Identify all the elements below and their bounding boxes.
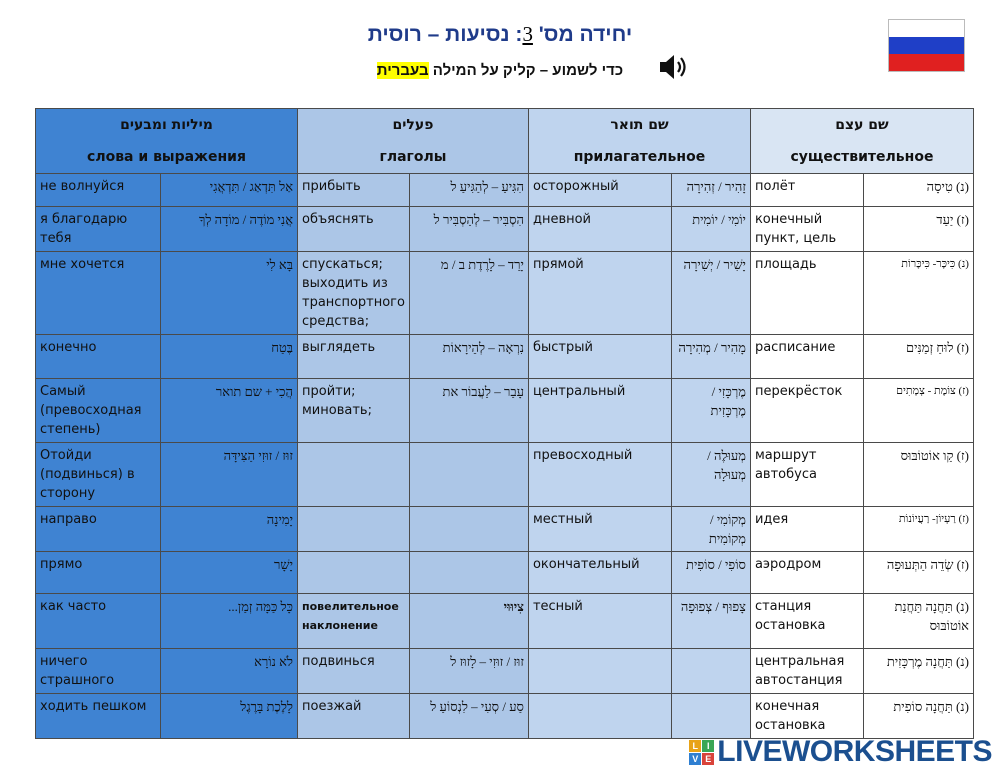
vocabulary-table <box>35 108 974 739</box>
liveworksheets-logo <box>689 735 992 769</box>
table-row <box>36 207 974 252</box>
verb-ru-cell: подвинься <box>298 649 410 694</box>
unit-number: 3 <box>522 22 533 46</box>
table-row <box>36 649 974 694</box>
noun-ru-cell: перекрёсток <box>750 379 863 443</box>
verb-ru-cell: прибыть <box>298 174 410 207</box>
noun-ru-cell: станция остановка <box>750 594 863 649</box>
adjective-he-cell <box>671 649 750 694</box>
adjective-ru-cell: осторожный <box>528 174 671 207</box>
noun-ru-cell: площадь <box>750 252 863 335</box>
speaker-icon[interactable] <box>655 52 695 82</box>
header-verbs-he: פעלים <box>392 117 434 133</box>
phrase-he-cell[interactable]: יָמִינָה <box>161 507 298 552</box>
title-prefix: יחידה מס' <box>538 23 633 46</box>
noun-he-cell[interactable]: (ז) שְׂדֵה הַתְּעוּפָה <box>863 552 973 594</box>
noun-he-cell[interactable]: (ז) צוֹמֶת - צְמָתִים <box>863 379 973 443</box>
adjective-he-cell <box>671 694 750 739</box>
phrase-ru-cell: как часто <box>36 594 161 649</box>
title-suffix: : נסיעות – רוסית <box>367 23 523 46</box>
adjective-ru-cell <box>528 649 671 694</box>
logo-letter: V <box>689 753 701 765</box>
logo-mark <box>689 740 714 765</box>
verb-ru-cell: объяснять <box>298 207 410 252</box>
table-row <box>36 594 974 649</box>
header-phrases-he: מיליות ומבעים <box>120 117 213 133</box>
phrase-he-cell[interactable]: לֹא נוֹרָא <box>161 649 298 694</box>
noun-ru-cell: полёт <box>750 174 863 207</box>
verb-he-cell[interactable]: עָבַר – לַעֲבוֹר את <box>409 379 528 443</box>
logo-letter: L <box>689 740 701 752</box>
logo-letter: I <box>702 740 714 752</box>
russia-flag <box>888 19 965 72</box>
phrase-he-cell[interactable]: בֶּטַח <box>161 335 298 379</box>
table-row <box>36 443 974 507</box>
verb-he-cell[interactable]: סַע / סְעִי – לִנְסוֹעַ ל <box>409 694 528 739</box>
adjective-he-cell[interactable]: מְקוֹמִי / מְקוֹמִית <box>671 507 750 552</box>
table-row <box>36 174 974 207</box>
phrase-he-cell[interactable]: אַל תִּדְאַג / תִּדְאֲגִי <box>161 174 298 207</box>
page-subtitle <box>0 62 1000 79</box>
noun-he-cell[interactable]: (ז) קַו אוֹטוֹבּוּס <box>863 443 973 507</box>
noun-he-cell[interactable]: (נ) תַּחֲנָה סוֹפִית <box>863 694 973 739</box>
verb-ru-cell <box>298 443 410 507</box>
adjective-ru-cell: прямой <box>528 252 671 335</box>
phrase-ru-cell: Отойди (подвинься) в сторону <box>36 443 161 507</box>
phrase-ru-cell: направо <box>36 507 161 552</box>
header-phrases <box>36 109 298 174</box>
verb-he-cell[interactable]: נִרְאָה – לְהֵירָאוֹת <box>409 335 528 379</box>
verb-he-cell[interactable]: הִגִּיעַ – לְהַגִּיעַ ל <box>409 174 528 207</box>
table-row <box>36 379 974 443</box>
adjective-he-cell[interactable]: צָפוּף / צְפוּפָה <box>671 594 750 649</box>
header-noun-ru: существительное <box>790 149 934 165</box>
phrase-he-cell[interactable]: הֲכִי + שם תואר <box>161 379 298 443</box>
verb-ru-cell: пройти; миновать; <box>298 379 410 443</box>
header-noun-he: שם עצם <box>835 117 889 133</box>
phrase-ru-cell: конечно <box>36 335 161 379</box>
adjective-ru-cell: окончательный <box>528 552 671 594</box>
noun-he-cell[interactable]: (נ) כִּיכָּר- כִּיכָּרוֹת <box>863 252 973 335</box>
logo-text: LIVEWORKSHEETS <box>717 735 992 768</box>
noun-ru-cell: конечная остановка <box>750 694 863 739</box>
adjective-he-cell[interactable]: מֶרְכָּזִי / מֶרְכָּזִית <box>671 379 750 443</box>
adjective-ru-cell: дневной <box>528 207 671 252</box>
phrase-he-cell[interactable]: יָשָׁר <box>161 552 298 594</box>
verb-he-cell <box>409 507 528 552</box>
adjective-ru-cell: быстрый <box>528 335 671 379</box>
verb-ru-cell <box>298 507 410 552</box>
adjective-he-cell[interactable]: יָשִׁיר / יְשִׁירָה <box>671 252 750 335</box>
table-row <box>36 694 974 739</box>
header-nouns <box>750 109 973 174</box>
verb-he-cell <box>409 552 528 594</box>
noun-he-cell[interactable]: (ז) רַעְיוֹן- רַעֲיוֹנוֹת <box>863 507 973 552</box>
verb-he-cell[interactable]: זוּז / זוּזִי – לָזוּז ל <box>409 649 528 694</box>
verb-ru-cell: спускаться; выходить из транспортного средства; <box>298 252 410 335</box>
phrase-he-cell[interactable]: לָלֶכֶת בָּרֶגֶל <box>161 694 298 739</box>
adjective-ru-cell <box>528 694 671 739</box>
phrase-ru-cell: не волнуйся <box>36 174 161 207</box>
header-phrases-ru: слова и выражения <box>87 149 246 165</box>
subtitle-highlight: בעברית <box>376 62 429 79</box>
phrase-ru-cell: Самый (превосходная степень) <box>36 379 161 443</box>
header-verbs <box>298 109 529 174</box>
phrase-ru-cell: ходить пешком <box>36 694 161 739</box>
noun-he-cell[interactable]: (נ) טִיסָה <box>863 174 973 207</box>
adjective-he-cell[interactable]: זָהִיר / זְהִירָה <box>671 174 750 207</box>
adjective-ru-cell: местный <box>528 507 671 552</box>
noun-ru-cell: аэродром <box>750 552 863 594</box>
verb-he-cell[interactable]: יָרַד – לָרֶדֶת ב / מ <box>409 252 528 335</box>
phrase-ru-cell: мне хочется <box>36 252 161 335</box>
verb-ru-cell: повелительное наклонение <box>298 594 410 649</box>
header-verbs-ru: глаголы <box>379 149 447 165</box>
phrase-he-cell[interactable]: זוּז / זוּזִי הַצִּידָּה <box>161 443 298 507</box>
header-adj-he: שם תואר <box>610 117 669 133</box>
noun-ru-cell: маршрут автобуса <box>750 443 863 507</box>
logo-letter: E <box>702 753 714 765</box>
noun-he-cell[interactable]: (ז) יַעַד <box>863 207 973 252</box>
noun-he-cell[interactable]: (ז) לוּחַ זְמַנִּים <box>863 335 973 379</box>
adjective-ru-cell: превосходный <box>528 443 671 507</box>
adjective-he-cell[interactable]: מָהִיר / מְהִירָה <box>671 335 750 379</box>
phrase-ru-cell: ничего страшного <box>36 649 161 694</box>
table-row <box>36 552 974 594</box>
phrase-ru-cell: прямо <box>36 552 161 594</box>
table-row <box>36 507 974 552</box>
table-row <box>36 252 974 335</box>
adjective-ru-cell: центральный <box>528 379 671 443</box>
page-header <box>0 0 1000 108</box>
verb-he-cell <box>409 443 528 507</box>
header-adj-ru: прилагательное <box>573 149 706 165</box>
verb-he-cell[interactable]: הִסְבִּיר – לְהַסְבִּיר ל <box>409 207 528 252</box>
noun-ru-cell: расписание <box>750 335 863 379</box>
subtitle-text: כדי לשמוע – קליק על המילה <box>428 62 624 79</box>
noun-ru-cell: идея <box>750 507 863 552</box>
header-adjectives <box>528 109 750 174</box>
verb-he-cell[interactable]: צִיוּוּי <box>409 594 528 649</box>
phrase-he-cell[interactable]: כָּל כַּמָּה זְמַן... <box>161 594 298 649</box>
verb-ru-cell: поезжай <box>298 694 410 739</box>
noun-ru-cell: конечный пункт, цель <box>750 207 863 252</box>
phrase-ru-cell: я благодарю тебя <box>36 207 161 252</box>
page-title <box>0 22 1000 47</box>
adjective-he-cell[interactable]: סוֹפִי / סוֹפִית <box>671 552 750 594</box>
noun-ru-cell: центральная автостанция <box>750 649 863 694</box>
header-row <box>36 109 974 174</box>
adjective-he-cell[interactable]: מְעוּלֶה / מְעוּלָה <box>671 443 750 507</box>
verb-ru-cell <box>298 552 410 594</box>
verb-ru-cell: выглядеть <box>298 335 410 379</box>
adjective-he-cell[interactable]: יוֹמִי / יוֹמִית <box>671 207 750 252</box>
adjective-ru-cell: тесный <box>528 594 671 649</box>
noun-he-cell[interactable]: (נ) תַּחֲנָה תַּחֲנַת אוֹטוֹבּוּס <box>863 594 973 649</box>
table-row <box>36 335 974 379</box>
phrase-he-cell[interactable]: אֲנִי מוֹדֶה / מוֹדָה לְךָ <box>161 207 298 252</box>
noun-he-cell[interactable]: (נ) תַּחֲנָה מֶרְכָּזִית <box>863 649 973 694</box>
phrase-he-cell[interactable]: בָּא לִי <box>161 252 298 335</box>
